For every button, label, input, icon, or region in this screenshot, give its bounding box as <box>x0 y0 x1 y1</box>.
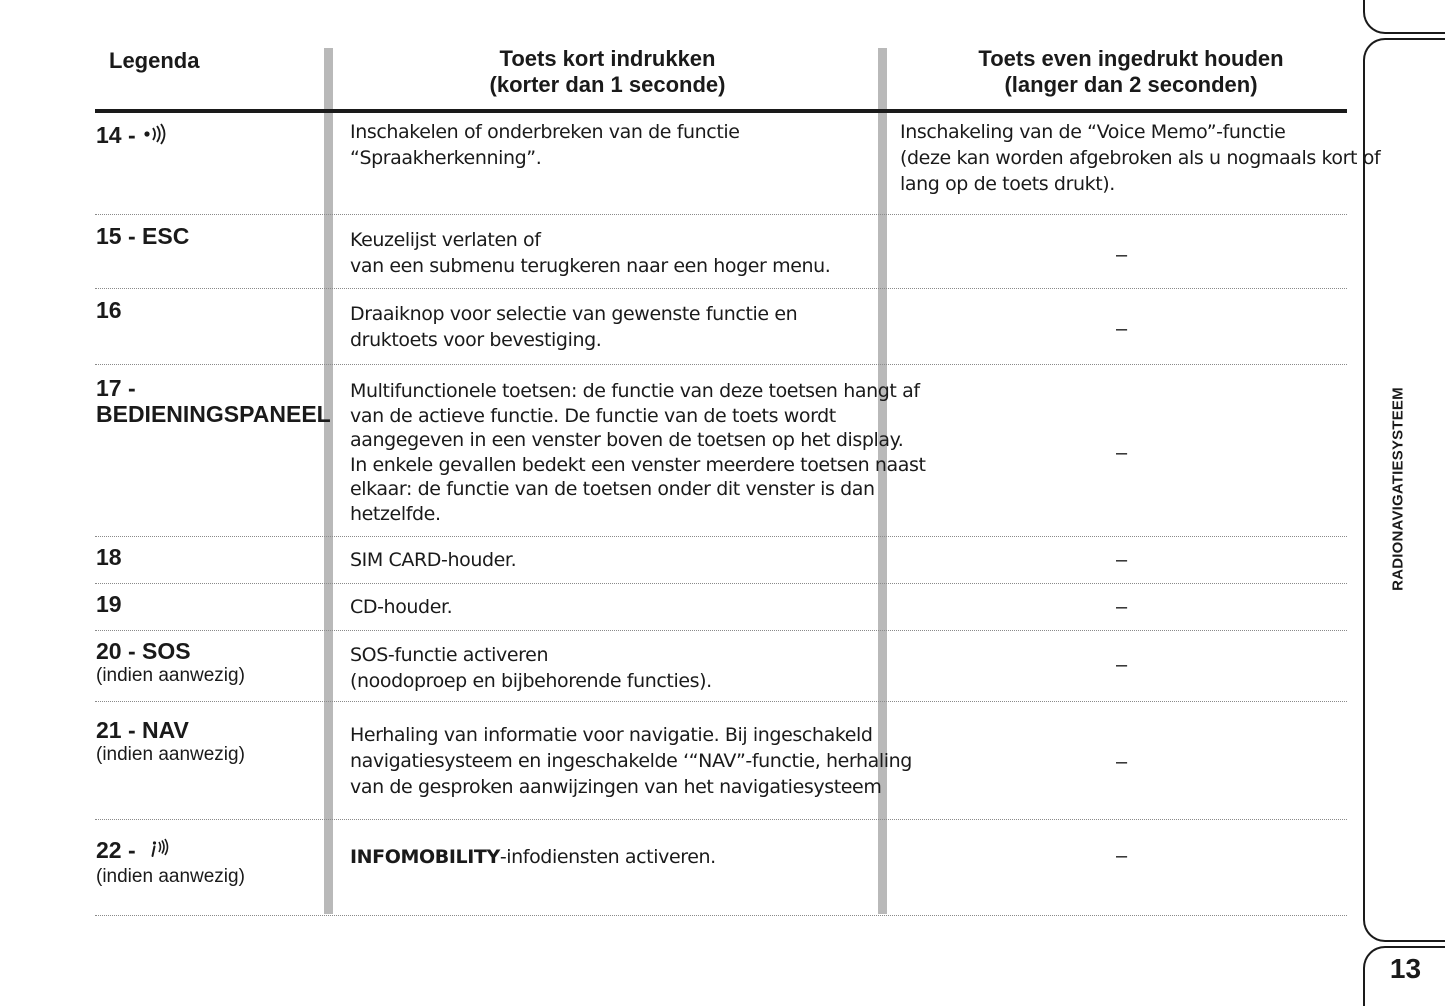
table-row-18-short <box>350 547 516 573</box>
row-separator <box>95 364 1347 365</box>
row-21-note: (indien aanwezig) <box>96 744 245 765</box>
text-line: In enkele gevallen bedekt een venster meerdere toetsen naast <box>350 453 926 476</box>
text-line: Inschakelen of onderbreken van de functie <box>350 121 740 143</box>
voice-recognition-icon <box>142 123 168 150</box>
row-20-note: (indien aanwezig) <box>96 665 245 686</box>
table-row-18-long: – <box>1116 549 1128 571</box>
row-separator <box>95 915 1347 916</box>
infomobility-bold: INFOMOBILITY <box>350 846 500 868</box>
row-separator <box>95 701 1347 702</box>
text-line: SOS-functie activeren <box>350 644 549 666</box>
infomobility-icon <box>148 838 172 865</box>
text-line: druktoets voor bevestiging. <box>350 329 602 351</box>
column-divider-1 <box>324 48 333 914</box>
row-21-label: 21 - NAV <box>96 717 189 743</box>
text-line: Inschakeling van de “Voice Memo”-functie <box>900 121 1286 143</box>
table-row-19-long: – <box>1116 596 1128 618</box>
row-separator <box>95 288 1347 289</box>
text-line: van de gesproken aanwijzingen van het navigatiesysteem <box>350 776 882 798</box>
table-row-19-legend: 19 <box>96 591 122 617</box>
table-row-14-long <box>900 119 1380 197</box>
header-short-press <box>335 46 880 98</box>
table-row-20-long: – <box>1116 654 1128 676</box>
row-22-label: 22 - <box>96 837 136 863</box>
table-row-20-legend <box>96 638 245 688</box>
row-separator <box>95 214 1347 215</box>
table-row-19-short <box>350 594 452 620</box>
infomobility-rest: -infodiensten activeren. <box>499 846 716 868</box>
table-row-22-long: – <box>1116 845 1128 867</box>
table-row-14-legend <box>96 122 168 150</box>
header-long-press <box>887 46 1375 98</box>
table-row-17-short <box>350 379 926 526</box>
row-22-label-wrap <box>96 837 245 865</box>
side-tab-top <box>1363 0 1445 34</box>
header-rule <box>95 109 1347 113</box>
text-line: elkaar: de functie van de toetsen onder dit venster is dan <box>350 478 875 500</box>
table-row-21-legend <box>96 717 245 767</box>
row-14-label: 14 - <box>96 122 136 148</box>
text-line: Draaiknop voor selectie van gewenste functie en <box>350 303 798 325</box>
text-line: SIM CARD-houder. <box>350 549 517 571</box>
text-line: “Spraakherkenning”. <box>350 147 542 169</box>
table-row-18-legend: 18 <box>96 544 122 570</box>
row-17-label-line1: 17 - <box>96 375 136 401</box>
text-line: lang op de toets drukt). <box>900 173 1115 195</box>
row-separator <box>95 536 1347 537</box>
text-line: Keuzelijst verlaten of <box>350 229 541 251</box>
table-row-17-long: – <box>1116 442 1128 464</box>
row-separator <box>95 819 1347 820</box>
table-row-20-short <box>350 642 712 694</box>
header-short-press-line2: (korter dan 1 seconde) <box>489 72 726 97</box>
text-line: CD-houder. <box>350 596 453 618</box>
header-short-press-line1: Toets kort indrukken <box>499 46 716 71</box>
header-legend: Legenda <box>109 48 200 73</box>
table-row-15-long: – <box>1116 244 1128 266</box>
text-line: Multifunctionele toetsen: de functie van deze toetsen hangt af <box>350 380 920 402</box>
row-17-label-line2: BEDIENINGSPANEEL <box>96 401 331 427</box>
table-row-16-short <box>350 301 797 353</box>
table-row-21-short <box>350 722 912 800</box>
table-row-17-legend <box>96 375 331 427</box>
table-row-22-legend <box>96 837 245 889</box>
text-line: aangegeven in een venster boven de toetsen op het display. <box>350 429 904 451</box>
table-row-22-short <box>350 844 716 870</box>
text-line: Herhaling van informatie voor navigatie. Bij ingeschakeld <box>350 724 873 746</box>
text-line <box>350 844 716 870</box>
table-row-15-short <box>350 227 830 279</box>
row-separator <box>95 583 1347 584</box>
row-separator <box>95 630 1347 631</box>
text-line: (noodoproep en bijbehorende functies). <box>350 670 712 692</box>
text-line: van een submenu terugkeren naar een hoger menu. <box>350 255 831 277</box>
table-row-16-legend: 16 <box>96 297 122 323</box>
row-22-note: (indien aanwezig) <box>96 866 245 888</box>
text-line: hetzelfde. <box>350 502 441 525</box>
text-line: navigatiesysteem en ingeschakelde ‘“NAV”-functie, herhaling <box>350 750 912 772</box>
header-long-press-line2: (langer dan 2 seconden) <box>1004 72 1258 97</box>
header-long-press-line1: Toets even ingedrukt houden <box>978 46 1284 71</box>
table-row-15-legend: 15 - ESC <box>96 223 190 249</box>
text-line: (deze kan worden afgebroken als u nogmaals kort of <box>900 147 1381 169</box>
text-line: van de actieve functie. De functie van de toets wordt <box>350 404 836 427</box>
section-label: RADIONAVIGATIESYSTEEM <box>1389 387 1407 591</box>
table-row-16-long: – <box>1116 318 1128 340</box>
row-20-label: 20 - SOS <box>96 638 191 664</box>
table-row-21-long: – <box>1116 751 1128 773</box>
page-number: 13 <box>1389 953 1422 984</box>
table-row-14-short <box>350 119 740 171</box>
